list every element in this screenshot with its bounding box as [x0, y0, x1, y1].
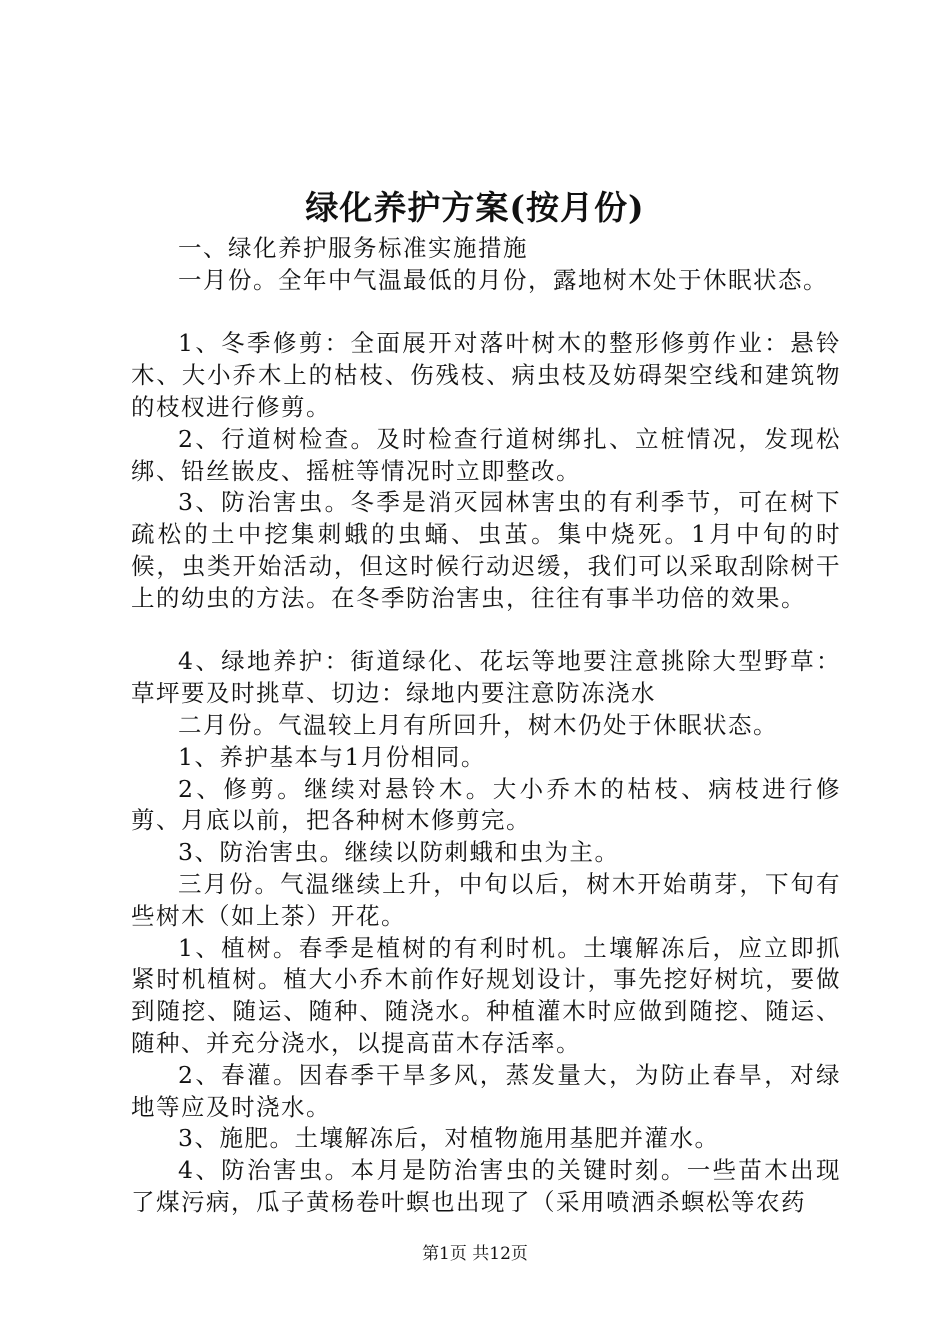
paragraph: 2、行道树检查。及时检查行道树绑扎、立桩情况，发现松绑、铅丝嵌皮、摇桩等情况时立即整改。	[131, 424, 841, 485]
document-body	[131, 233, 841, 1219]
paragraph: 二月份。气温较上月有所回升，树木仍处于休眠状态。	[178, 710, 778, 739]
paragraph: 2、修剪。继续对悬铃木。大小乔木的枯枝、病枝进行修剪、月底以前，把各种树木修剪完。	[131, 774, 841, 835]
paragraph: 一、绿化养护服务标准实施措施	[178, 234, 528, 262]
paragraph: 1、植树。春季是植树的有利时机。土壤解冻后，应立即抓紧时机植树。植大小乔木前作好规划设计，事先挖好树坑，要做到随挖、随运、随种、随浇水。种植灌木时应做到随挖、随运、随种、并充分浇水，以提高苗木存活率。	[131, 933, 841, 1057]
paragraph: 一月份。全年中气温最低的月份，露地树木处于休眠状态。	[178, 265, 828, 294]
paragraph: 1、冬季修剪：全面展开对落叶树木的整形修剪作业：悬铃木、大小乔木上的枯枝、伤残枝、病虫枝及妨碍架空线和建筑物的枝杈进行修剪。	[131, 329, 841, 421]
paragraph: 3、防治害虫。继续以防刺蛾和虫为主。	[178, 838, 620, 867]
paragraph: 4、防治害虫。本月是防治害虫的关键时刻。一些苗木出现了煤污病，瓜子黄杨卷叶螟也出现了（采用喷洒杀螟松等农药	[131, 1156, 841, 1216]
page-footer: 第1页 共12页	[422, 1244, 528, 1264]
document-title: 绿化养护方案(按月份)	[305, 188, 645, 227]
paragraph: 2、春灌。因春季干旱多风，蒸发量大，为防止春旱，对绿地等应及时浇水。	[131, 1060, 841, 1121]
paragraph: 3、施肥。土壤解冻后，对植物施用基肥并灌水。	[178, 1124, 720, 1153]
paragraph: 3、防治害虫。冬季是消灭园林害虫的有利季节，可在树下疏松的土中挖集刺蛾的虫蛹、虫茧。集中烧死。1月中旬的时候，虫类开始活动，但这时候行动迟缓，我们可以采取刮除树干上的幼虫的方法。在冬季防治害虫，往往有事半功倍的效果。	[131, 488, 841, 612]
paragraph: 4、绿地养护：街道绿化、花坛等地要注意挑除大型野草：草坪要及时挑草、切边：绿地内要注意防冻浇水	[131, 647, 841, 708]
paragraph: 1、养护基本与1月份相同。	[178, 742, 486, 771]
paragraph: 三月份。气温继续上升，中旬以后，树木开始萌芽，下旬有些树木（如上茶）开花。	[131, 869, 841, 930]
